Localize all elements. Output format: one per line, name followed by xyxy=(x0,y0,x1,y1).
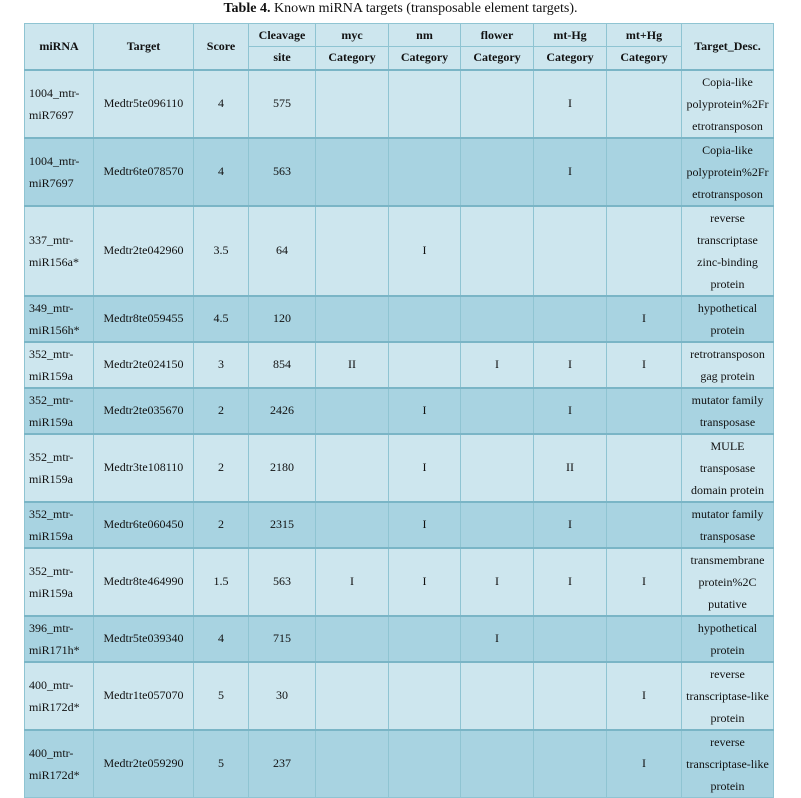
cell-mirna-line: 349_mtr- xyxy=(29,300,74,315)
table-row xyxy=(25,70,774,138)
cell-score: 5 xyxy=(194,662,249,730)
cell-target: Medtr8te464990 xyxy=(94,548,194,616)
header-score: Score xyxy=(194,24,249,70)
cell-flower: I xyxy=(461,548,534,616)
cell-desc-line: reverse xyxy=(710,734,745,749)
header-category-mt-hg: Category xyxy=(534,47,607,70)
cell-desc-line: retrotransposon xyxy=(690,346,765,361)
header-category-mt-plus-hg: Category xyxy=(607,47,682,70)
cell-mt-plus-hg: I xyxy=(607,296,682,342)
cell-mirna-line: miR171h* xyxy=(29,642,80,657)
cell-target: Medtr2te042960 xyxy=(94,206,194,296)
header-cleavage: Cleavage xyxy=(249,24,316,47)
cell-mirna-line: miR159a xyxy=(29,368,73,383)
cell-target-desc xyxy=(682,138,774,206)
cell-mirna xyxy=(25,616,94,662)
cell-mt-plus-hg: I xyxy=(607,342,682,388)
cell-target: Medtr2te059290 xyxy=(94,730,194,798)
table-row xyxy=(25,502,774,548)
cell-desc-line: polyprotein%2Fr xyxy=(686,164,769,179)
cell-mirna-line: miR172d* xyxy=(29,699,80,714)
cell-flower xyxy=(461,206,534,296)
header-category-nm: Category xyxy=(389,47,461,70)
cell-mirna-line: miR159a xyxy=(29,471,73,486)
cell-mt-hg xyxy=(534,616,607,662)
cell-mirna-line: miR7697 xyxy=(29,107,74,122)
table-row xyxy=(25,296,774,342)
cell-score: 3 xyxy=(194,342,249,388)
cell-desc-line: protein xyxy=(710,276,745,291)
cell-mt-hg xyxy=(534,296,607,342)
cell-target-desc xyxy=(682,296,774,342)
cell-mt-hg: I xyxy=(534,342,607,388)
cell-score: 3.5 xyxy=(194,206,249,296)
cell-mirna xyxy=(25,206,94,296)
cell-desc-line: hypothetical xyxy=(697,300,758,315)
cell-desc-line: zinc-binding xyxy=(697,254,758,269)
cell-desc-line: mutator family xyxy=(691,506,764,521)
cell-desc-line: etrotransposon xyxy=(692,186,763,201)
cell-mt-hg xyxy=(534,730,607,798)
cell-flower xyxy=(461,388,534,434)
cell-mirna-line: 352_mtr- xyxy=(29,346,74,361)
cell-myc: II xyxy=(316,342,389,388)
cell-cleavage-site: 854 xyxy=(249,342,316,388)
cell-desc-line: protein%2C xyxy=(698,574,757,589)
table-caption xyxy=(0,0,801,22)
cell-mt-plus-hg: I xyxy=(607,548,682,616)
cell-mirna-line: 352_mtr- xyxy=(29,506,74,521)
header-flower: flower xyxy=(461,24,534,47)
cell-target: Medtr8te059455 xyxy=(94,296,194,342)
cell-desc-line: mutator family xyxy=(691,392,764,407)
cell-mirna xyxy=(25,138,94,206)
header-category-flower: Category xyxy=(461,47,534,70)
cell-mt-hg: II xyxy=(534,434,607,502)
cell-cleavage-site: 715 xyxy=(249,616,316,662)
cell-myc xyxy=(316,662,389,730)
table-row xyxy=(25,434,774,502)
cell-desc-line: Copia-like xyxy=(702,142,753,157)
cell-desc-line: transmembrane xyxy=(690,552,765,567)
cell-myc xyxy=(316,296,389,342)
cell-mirna-line: miR7697 xyxy=(29,175,74,190)
cell-mirna-line: 1004_mtr- xyxy=(29,153,80,168)
cell-mirna xyxy=(25,502,94,548)
cell-mirna-line: miR156h* xyxy=(29,322,80,337)
cell-mt-hg: I xyxy=(534,70,607,138)
cell-nm: I xyxy=(389,434,461,502)
cell-desc-line: protein xyxy=(710,710,745,725)
cell-target: Medtr6te060450 xyxy=(94,502,194,548)
cell-flower xyxy=(461,502,534,548)
cell-cleavage-site: 2426 xyxy=(249,388,316,434)
cell-mirna-line: 400_mtr- xyxy=(29,677,74,692)
table-row xyxy=(25,388,774,434)
cell-cleavage-site: 30 xyxy=(249,662,316,730)
cell-flower xyxy=(461,434,534,502)
cell-desc-line: putative xyxy=(708,596,747,611)
cell-mirna xyxy=(25,730,94,798)
table-row xyxy=(25,730,774,798)
cell-desc-line: etrotransposon xyxy=(692,118,763,133)
cell-mirna-line: 400_mtr- xyxy=(29,745,74,760)
cell-score: 4 xyxy=(194,70,249,138)
cell-desc-line: gag protein xyxy=(700,368,755,383)
cell-mirna-line: 337_mtr- xyxy=(29,232,74,247)
cell-mirna xyxy=(25,296,94,342)
cell-target-desc xyxy=(682,548,774,616)
cell-score: 5 xyxy=(194,730,249,798)
cell-flower xyxy=(461,138,534,206)
table-row xyxy=(25,662,774,730)
cell-nm xyxy=(389,662,461,730)
cell-myc xyxy=(316,502,389,548)
cell-nm xyxy=(389,70,461,138)
cell-mt-hg: I xyxy=(534,548,607,616)
cell-myc xyxy=(316,138,389,206)
cell-target-desc xyxy=(682,388,774,434)
cell-desc-line: Copia-like xyxy=(702,74,753,89)
header-mirna: miRNA xyxy=(25,24,94,70)
cell-mt-plus-hg xyxy=(607,138,682,206)
cell-cleavage-site: 2180 xyxy=(249,434,316,502)
header-category-myc: Category xyxy=(316,47,389,70)
cell-target-desc xyxy=(682,662,774,730)
table-row xyxy=(25,138,774,206)
cell-mirna-line: miR159a xyxy=(29,585,73,600)
header-myc: myc xyxy=(316,24,389,47)
cell-desc-line: transcriptase-like xyxy=(686,688,769,703)
cell-score: 4 xyxy=(194,616,249,662)
cell-score: 2 xyxy=(194,502,249,548)
cell-desc-line: protein xyxy=(710,778,745,793)
cell-myc xyxy=(316,70,389,138)
cell-mirna-line: miR159a xyxy=(29,414,73,429)
cell-nm: I xyxy=(389,502,461,548)
cell-nm xyxy=(389,730,461,798)
cell-target: Medtr2te024150 xyxy=(94,342,194,388)
cell-desc-line: transcriptase-like xyxy=(686,756,769,771)
table-row xyxy=(25,616,774,662)
cell-score: 1.5 xyxy=(194,548,249,616)
cell-nm xyxy=(389,342,461,388)
cell-target-desc xyxy=(682,730,774,798)
cell-mirna-line: 352_mtr- xyxy=(29,449,74,464)
table-row xyxy=(25,548,774,616)
cell-desc-line: transposase xyxy=(699,528,756,543)
cell-target-desc xyxy=(682,616,774,662)
cell-mirna-line: 352_mtr- xyxy=(29,563,74,578)
cell-desc-line: reverse xyxy=(710,666,745,681)
cell-desc-line: protein xyxy=(710,642,745,657)
table-caption-text: Known miRNA targets (transposable element targets). xyxy=(273,1,578,16)
cell-mt-plus-hg: I xyxy=(607,662,682,730)
cell-nm xyxy=(389,138,461,206)
cell-cleavage-site: 2315 xyxy=(249,502,316,548)
cell-myc xyxy=(316,730,389,798)
cell-desc-line: protein xyxy=(710,322,745,337)
cell-mt-plus-hg xyxy=(607,502,682,548)
cell-mirna xyxy=(25,70,94,138)
cell-flower xyxy=(461,296,534,342)
cell-target-desc xyxy=(682,206,774,296)
cell-desc-line: transposase xyxy=(699,414,756,429)
cell-mirna xyxy=(25,548,94,616)
cell-score: 2 xyxy=(194,388,249,434)
cell-mt-hg xyxy=(534,662,607,730)
cell-mirna-line: 352_mtr- xyxy=(29,392,74,407)
cell-mt-plus-hg xyxy=(607,616,682,662)
cell-mirna xyxy=(25,434,94,502)
cell-desc-line: transcriptase xyxy=(697,232,758,247)
cell-target-desc xyxy=(682,434,774,502)
cell-nm xyxy=(389,296,461,342)
cell-target: Medtr2te035670 xyxy=(94,388,194,434)
cell-cleavage-site: 575 xyxy=(249,70,316,138)
cell-flower: I xyxy=(461,616,534,662)
cell-nm: I xyxy=(389,388,461,434)
cell-desc-line: hypothetical xyxy=(697,620,758,635)
cell-target: Medtr3te108110 xyxy=(94,434,194,502)
cell-mirna xyxy=(25,342,94,388)
cell-desc-line: polyprotein%2Fr xyxy=(686,96,769,111)
cell-mirna xyxy=(25,388,94,434)
cell-desc-line: domain protein xyxy=(691,482,764,497)
cell-mt-plus-hg xyxy=(607,206,682,296)
cell-cleavage-site: 563 xyxy=(249,548,316,616)
cell-nm xyxy=(389,616,461,662)
cell-cleavage-site: 64 xyxy=(249,206,316,296)
mirna-targets-table xyxy=(24,23,774,798)
cell-flower xyxy=(461,70,534,138)
header-mt-plus-hg: mt+Hg xyxy=(607,24,682,47)
cell-mt-plus-hg: I xyxy=(607,730,682,798)
cell-flower xyxy=(461,730,534,798)
cell-mt-plus-hg xyxy=(607,70,682,138)
cell-target: Medtr1te057070 xyxy=(94,662,194,730)
header-mt-hg: mt-Hg xyxy=(534,24,607,47)
cell-myc xyxy=(316,206,389,296)
header-target: Target xyxy=(94,24,194,70)
table-caption-label: Table 4. xyxy=(223,1,271,16)
cell-desc-line: MULE xyxy=(710,438,745,453)
cell-myc xyxy=(316,616,389,662)
cell-mirna xyxy=(25,662,94,730)
cell-desc-line: transposase xyxy=(699,460,756,475)
cell-myc xyxy=(316,388,389,434)
table-row xyxy=(25,206,774,296)
cell-mirna-line: miR159a xyxy=(29,528,73,543)
cell-flower: I xyxy=(461,342,534,388)
cell-mt-hg: I xyxy=(534,388,607,434)
cell-mt-hg xyxy=(534,206,607,296)
cell-target: Medtr5te039340 xyxy=(94,616,194,662)
header-site: site xyxy=(249,47,316,70)
cell-mt-hg: I xyxy=(534,502,607,548)
header-nm: nm xyxy=(389,24,461,47)
cell-mt-plus-hg xyxy=(607,388,682,434)
cell-cleavage-site: 563 xyxy=(249,138,316,206)
cell-myc xyxy=(316,434,389,502)
header-target-desc: Target_Desc. xyxy=(682,24,774,70)
cell-cleavage-site: 120 xyxy=(249,296,316,342)
cell-target: Medtr6te078570 xyxy=(94,138,194,206)
cell-desc-line: reverse xyxy=(710,210,745,225)
cell-mirna-line: 396_mtr- xyxy=(29,620,74,635)
cell-mirna-line: miR172d* xyxy=(29,767,80,782)
table-row xyxy=(25,342,774,388)
cell-cleavage-site: 237 xyxy=(249,730,316,798)
cell-mirna-line: 1004_mtr- xyxy=(29,85,80,100)
cell-flower xyxy=(461,662,534,730)
cell-score: 2 xyxy=(194,434,249,502)
cell-score: 4.5 xyxy=(194,296,249,342)
cell-target-desc xyxy=(682,70,774,138)
cell-nm: I xyxy=(389,206,461,296)
cell-nm: I xyxy=(389,548,461,616)
cell-mt-plus-hg xyxy=(607,434,682,502)
cell-mt-hg: I xyxy=(534,138,607,206)
cell-score: 4 xyxy=(194,138,249,206)
cell-myc: I xyxy=(316,548,389,616)
cell-target-desc xyxy=(682,342,774,388)
cell-target-desc xyxy=(682,502,774,548)
cell-target: Medtr5te096110 xyxy=(94,70,194,138)
cell-mirna-line: miR156a* xyxy=(29,254,79,269)
